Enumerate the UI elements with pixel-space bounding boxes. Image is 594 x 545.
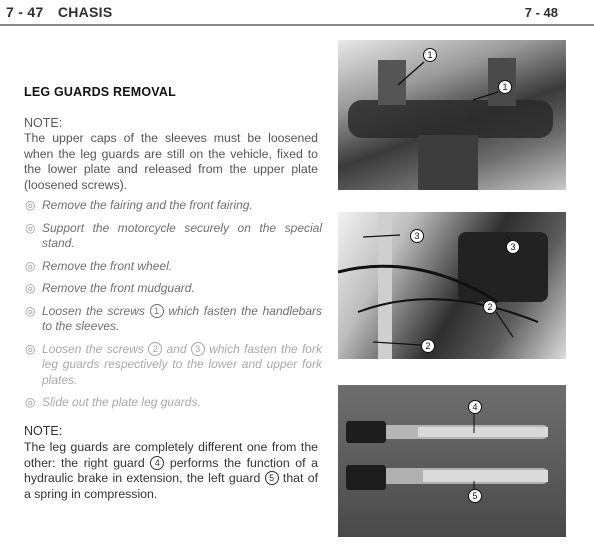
callout-2: 2 — [421, 339, 435, 353]
photo-fork-plates-illustration — [338, 212, 566, 359]
step-item: ◎ Slide out the plate leg guards. — [25, 395, 201, 409]
header-left — [6, 4, 113, 20]
step-item: ◎ Loosen the screws 1 which fasten the handlebars to the sleeves. — [25, 303, 322, 333]
ref-number-circle: 4 — [150, 456, 164, 470]
photo-fork-legs — [338, 385, 566, 537]
callout-3: 3 — [410, 229, 424, 243]
photo-fork-plates — [338, 212, 566, 359]
step-item: ◎ Remove the front wheel. — [25, 258, 173, 273]
bullet-icon: ◎ — [25, 258, 36, 273]
photo-fork-legs-illustration — [338, 385, 566, 537]
step-item: ◎ Support the motorcycle securely on the special stand. — [25, 220, 322, 250]
bullet-icon: ◎ — [25, 198, 36, 212]
bullet-icon: ◎ — [25, 281, 36, 295]
callout-5: 5 — [468, 489, 482, 503]
photo-fork-top — [338, 40, 566, 190]
ref-number-circle: 5 — [265, 471, 279, 485]
note-label: NOTE: — [24, 424, 63, 438]
section-heading: LEG GUARDS REMOVAL — [24, 85, 176, 99]
bullet-icon: ◎ — [25, 303, 36, 318]
steps-list — [22, 198, 322, 418]
header-rule — [0, 24, 594, 26]
right-page-number: 7 - 48 — [524, 5, 558, 20]
ref-number-circle: 3 — [191, 342, 205, 356]
step-item: ◎ Remove the front mudguard. — [25, 281, 195, 295]
bullet-icon: ◎ — [25, 220, 36, 235]
left-page-number: 7 - 47 — [6, 4, 44, 20]
section-title: CHASIS — [57, 4, 113, 20]
step-item: ◎ Loosen the screws 2 and 3 which fasten the fork leg guards respectively to the lower and upper fork plates. — [25, 341, 322, 387]
callout-3: 3 — [506, 240, 520, 254]
callout-1: 1 — [498, 80, 512, 94]
bullet-icon: ◎ — [25, 341, 36, 356]
note-label: NOTE: — [24, 116, 63, 130]
ref-number-circle: 1 — [150, 304, 164, 318]
note-text: The upper caps of the sleeves must be loosened when the leg guards are still on the vehicle, fixed to the lower plate and released from the upper plate (loosened screws). — [24, 131, 318, 192]
page-header — [0, 0, 594, 27]
note-text: The leg guards are completely different one from the other: the right guard 4 performs the function of a hydraulic brake in extension, the left guard 5 that of a spring in compression. — [24, 440, 318, 501]
callout-1: 1 — [423, 48, 437, 62]
callout-2: 2 — [483, 300, 497, 314]
step-item: ◎ Remove the fairing and the front fairing. — [25, 198, 253, 212]
ref-number-circle: 2 — [148, 342, 162, 356]
photo-fork-top-illustration — [338, 40, 566, 190]
callout-4: 4 — [468, 400, 482, 414]
bullet-icon: ◎ — [25, 395, 36, 409]
